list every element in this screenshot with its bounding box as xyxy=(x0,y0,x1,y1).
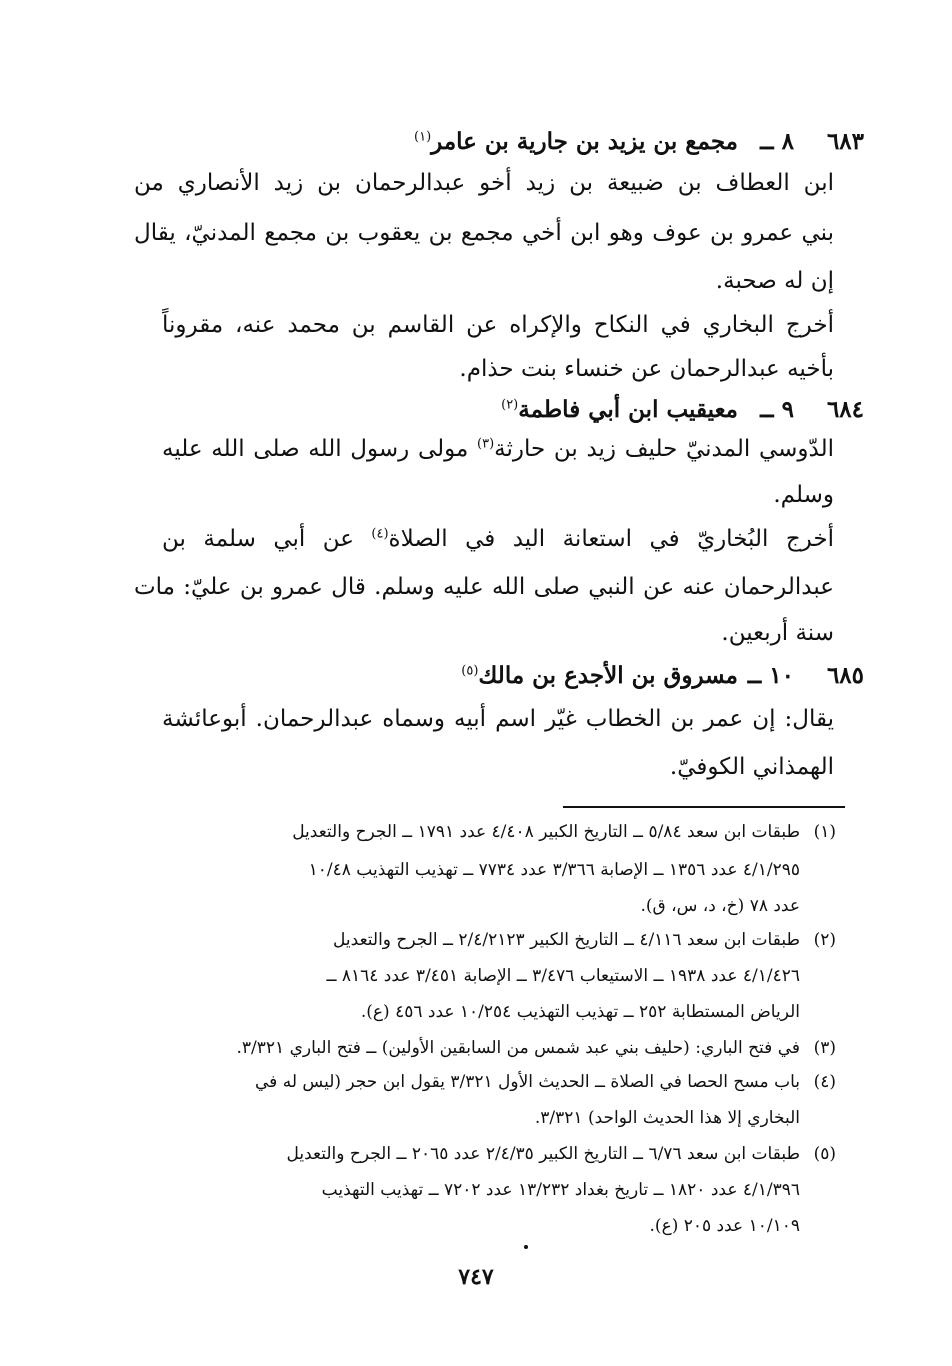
footnote-line: عدد ٧٨ (خ، د، س، ق). xyxy=(640,896,800,916)
footnote xyxy=(130,1072,836,1092)
entry-heading xyxy=(104,128,864,155)
footnote-text: باب مسح الحصا في الصلاة ــ الحديث الأول ٣/٣٢١ يقول ابن حجر (ليس له في xyxy=(255,1072,800,1092)
body-line: إن له صحبة. xyxy=(715,268,834,294)
footnote-number: (٥) xyxy=(813,1144,836,1164)
footnote-ref: (٥) xyxy=(461,663,479,679)
footnote-text: في فتح الباري: (حليف بني عبد شمس من السابقين الأولين) ــ فتح الباري ٣/٣٢١. xyxy=(236,1038,800,1058)
entry-sequence: ١٠ ــ xyxy=(747,662,794,689)
footnote xyxy=(130,1144,836,1164)
footnote xyxy=(130,930,836,950)
body-line xyxy=(162,436,834,462)
footnote-ref: (٢) xyxy=(501,397,519,413)
body-line: يقال: إن عمر بن الخطاب غيّر اسم أبيه وسماه عبدالرحمان. أبوعائشة xyxy=(162,706,834,732)
footnote-line: ١٠/١٠٩ عدد ٢٠٥ (ع). xyxy=(649,1216,800,1236)
entry-heading xyxy=(104,396,864,423)
entry-sequence: ٨ ــ xyxy=(760,128,794,155)
footnote-number: (٤) xyxy=(813,1072,836,1092)
body-text: عن أبي سلمة بن xyxy=(162,526,372,552)
body-line: بأخيه عبدالرحمان عن خنساء بنت حذام. xyxy=(459,356,834,382)
footnote-line: ٤/١/٣٩٦ عدد ١٨٢٠ ــ تاريخ بغداد ١٣/٢٣٢ عدد ٧٢٠٢ ــ تهذيب التهذيب xyxy=(321,1180,800,1200)
body-line: بني عمرو بن عوف وهو ابن أخي مجمع بن يعقوب بن مجمع المدنيّ، يقال xyxy=(134,220,834,246)
entry-name: معيقيب ابن أبي فاطمة xyxy=(518,396,738,423)
footnote-number: (١) xyxy=(813,822,836,842)
page-number: ٧٤٧ xyxy=(458,1264,494,1290)
entry-number: ٦٨٤ xyxy=(826,396,864,423)
footnote-text: طبقات ابن سعد ٥/٨٤ ــ التاريخ الكبير ٤/٤٠٨ عدد ١٧٩١ ــ الجرح والتعديل xyxy=(292,822,800,842)
body-line: أخرج البخاري في النكاح والإكراه عن القاسم بن محمد عنه، مقروناً xyxy=(162,312,834,338)
footnote-line: الرياض المستطابة ٢٥٢ ــ تهذيب التهذيب ١٠/٢٥٤ عدد ٤٥٦ (ع). xyxy=(360,1002,800,1022)
body-line: الهمذاني الكوفيّ. xyxy=(669,754,834,780)
entry-sequence: ٩ ــ xyxy=(760,396,794,423)
body-text: أخرج البُخاريّ في استعانة اليد في الصلاة xyxy=(388,526,834,552)
footnote-line: البخاري إلا هذا الحديث الواحد) ٣/٣٢١. xyxy=(534,1108,800,1128)
footnote-ref: (٣) xyxy=(477,436,495,452)
footnote-number: (٢) xyxy=(813,930,836,950)
footnote-ref: (٤) xyxy=(371,526,389,542)
body-line: وسلم. xyxy=(773,482,834,508)
entry-name: مسروق بن الأجدع بن مالك xyxy=(478,662,738,689)
body-line: سنة أربعين. xyxy=(721,620,834,646)
body-line xyxy=(162,526,834,552)
footnote-ref: (١) xyxy=(414,129,432,145)
footnote-line: ٤/١/٢٩٥ عدد ١٣٥٦ ــ الإصابة ٣/٣٦٦ عدد ٧٧٣٤ ــ تهذيب التهذيب ١٠/٤٨ xyxy=(308,860,800,880)
footnote-line: ٤/١/٤٢٦ عدد ١٩٣٨ ــ الاستيعاب ٣/٤٧٦ ــ الإصابة ٣/٤٥١ عدد ٨١٦٤ ــ xyxy=(326,966,800,986)
entry-name: مجمع بن يزيد بن جارية بن عامر xyxy=(431,128,738,155)
footnote-text: طبقات ابن سعد ٤/١١٦ ــ التاريخ الكبير ٢/٤/٢١٢٣ ــ الجرح والتعديل xyxy=(333,930,800,950)
entry-number: ٦٨٥ xyxy=(826,662,864,689)
ink-dot xyxy=(524,1245,528,1249)
body-line: ابن العطاف بن ضبيعة بن زيد أخو عبدالرحمان بن زيد الأنصاري من xyxy=(134,170,834,196)
body-text: الدّوسي المدنيّ حليف زيد بن حارثة xyxy=(494,436,834,462)
footnote xyxy=(130,822,836,842)
footnote-number: (٣) xyxy=(813,1038,836,1058)
entry-heading xyxy=(104,662,864,689)
entry-number: ٦٨٣ xyxy=(826,128,864,155)
footnote xyxy=(130,1038,836,1058)
footnote-text: طبقات ابن سعد ٦/٧٦ ــ التاريخ الكبير ٢/٤/٣٥ عدد ٢٠٦٥ ــ الجرح والتعديل xyxy=(286,1144,800,1164)
body-line: عبدالرحمان عنه عن النبي صلى الله عليه وسلم. قال عمرو بن عليّ: مات xyxy=(134,574,834,600)
footnote-separator xyxy=(563,806,845,808)
body-text: مولى رسول الله صلى الله عليه xyxy=(162,436,477,462)
